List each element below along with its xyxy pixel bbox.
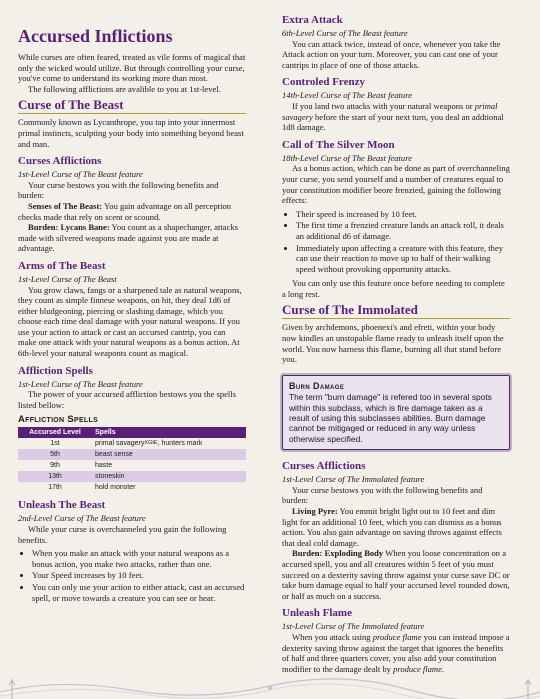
curses-afflictions-heading: Curses Afflictions xyxy=(18,155,102,168)
beast-intro: Commonly known as Lycanthrope, you tap into your innermost primal instincts, sculpting your body into something beyond beast and man. xyxy=(18,117,244,149)
spell-name: beast sense xyxy=(95,451,133,459)
flame-spell-name: produce flame xyxy=(372,632,422,642)
spells-text: The power of your accursed affliction bestows you the spells listed bellow: xyxy=(18,389,236,410)
immolated-intro: Given by archdemons, phoenexi's and efreti, within your body now kindles an unstopable flame ready to unleash itself upon the world. You now harness this flame, burning all that stand before you. xyxy=(282,322,504,365)
spell-name: haste xyxy=(95,462,113,470)
silver-moon-after: You can only use this feature once before needing to complete a long rest. xyxy=(282,278,505,299)
frenzy-spell-name: primal savagery xyxy=(282,100,498,122)
frenzy-text-b: before the start of your next turn, you deal an addtional 1d8 damage. xyxy=(282,111,504,133)
spells-heading: Affliction Spells xyxy=(18,364,93,377)
senses-paragraph xyxy=(18,201,246,222)
frenzy-heading: Controled Frenzy xyxy=(282,76,365,89)
burden-text: You count as a shapechanger, attacks made with silvered weapons made against you are made at advantage. xyxy=(18,222,238,254)
curses-afflictions-2-text: Your curse bestows you with the following benefits and burden: xyxy=(282,484,483,506)
curses-afflictions-2-subtitle: 1st-Level Curse of The Immolated feature xyxy=(282,474,425,485)
burn-damage-note xyxy=(282,375,510,450)
unleash-flame-subtitle: 1st-Level Curse of The Immolated feature xyxy=(282,621,425,632)
table-header-level: Accursed Level xyxy=(18,427,92,438)
list-item: • Their speed is increased by 10 feet. xyxy=(296,209,510,220)
list-item: • When you make an attack with your natural weapons as a bonus action, you make two attacks, rather than one. xyxy=(32,548,246,569)
senses-label: Senses of The Beast: xyxy=(28,200,103,211)
intro-paragraph: While curses are often feared, treated as vile forms of magical that only the wicked would utilize. But through controlling your curse, you've come to understand its working more than most. xyxy=(18,52,246,84)
burden-paragraph xyxy=(18,222,246,254)
list-item: • You can only use your action to either attack, cast an accursed spell, or move towards a creature you can see or hear. xyxy=(32,582,246,603)
burden-label: Burden: Lycans Bane: xyxy=(28,222,110,233)
table-cell-level: 13th xyxy=(18,471,92,482)
curses-afflictions-2-heading: Curses Afflictions xyxy=(282,460,366,473)
exploding-body-paragraph xyxy=(282,548,510,601)
footer-ornament xyxy=(0,668,540,699)
exploding-body-text: When you loose concentration on a accursed spell, you and all creatures within 5 feet of you must succeed on a dexterity saving throw against your curse save DC or take burn damage equal to half your accursed level rounded down, or half as much on a success. xyxy=(282,548,510,601)
frenzy-subtitle: 14th-Level Curse of The Beast feature xyxy=(282,90,413,101)
extra-attack-text: You can attack twice, instead of once, whenever you take the Attack action on your turn. Moreover, you can cast one of your cantrips in place of one of those attacks. xyxy=(282,38,501,70)
extra-attack-heading: Extra Attack xyxy=(282,14,343,26)
table-cell-level: 9th xyxy=(18,460,92,471)
page-title: Accursed Inflictions xyxy=(18,26,173,46)
flame-text-b: you can instead impose a dexterity saving throw against the target that ignores the benefits of half and three quarters cover, you also add your constitution modifier to the damage dealt by xyxy=(282,632,510,674)
list-item: • Your Speed increases by 10 feet. xyxy=(32,570,246,581)
flame-text-c: . xyxy=(441,663,445,674)
flame-spell-name-2: produce flame xyxy=(393,663,442,674)
spell-name: stoneskin xyxy=(95,473,125,481)
table-row xyxy=(18,482,246,493)
living-pyre-paragraph xyxy=(282,506,510,548)
table-cell-spell xyxy=(92,482,246,493)
unleash-heading: Unleash The Beast xyxy=(18,499,106,512)
living-pyre-text: You emmit bright light out to 10 feet and dim light for an additional 10 feet, which you can dismiss as a bonus action. You also gain advantage on saving throws against effects that deal cold damage. xyxy=(282,506,502,548)
left-column xyxy=(18,14,246,607)
spell-source-tag: XGtE xyxy=(144,440,158,447)
frenzy-text xyxy=(282,101,510,133)
table-cell-level: 17th xyxy=(18,482,92,493)
intro-note: The following afflictions are avalible to you at 1st-level. xyxy=(28,83,221,94)
table-row xyxy=(18,471,246,482)
table-row xyxy=(18,449,246,460)
curses-afflictions-subtitle: 1st-Level Curse of The Beast feature xyxy=(18,169,143,180)
flame-text-a: When you attack using xyxy=(292,632,373,642)
senses-text: You gain advantage on all perception checks made that rely on scent or scound. xyxy=(18,200,232,222)
note-text: The term "burn damage" is refered too in several spots within this subclass, which is fire damage taken as a result of using this subclasses abilities. Burn damage cannot be mitigaged or reduced in any way unless otherwise specified. xyxy=(289,392,492,444)
spell-name: hold monster xyxy=(95,484,136,492)
arms-text: You grow claws, fangs or a sharpened tale as natural weapons, they count as simple finnese weapons, on hit, they deal 1d6 of either bludgeoning, piercing or slashing damage, which you choose each time deal damage with your natural weapons. If you use your action to attack or cast an accursed cantrip, you can make one attack with your natural weapons as a bonus action. At 6th-level your natural weaponts count as magical. xyxy=(18,284,242,359)
note-title: Burn Damage xyxy=(289,380,345,391)
table-cell-level: 1st xyxy=(18,438,92,449)
right-column xyxy=(282,14,510,674)
table-cell-spell xyxy=(92,438,246,449)
unleash-text: While your curse is overchanneled you gain the following benefits. xyxy=(18,524,227,545)
unleash-subtitle: 2nd-Level Curse of The Beast feature xyxy=(18,513,146,524)
arms-subtitle: 1st-Level Curse of The Beast xyxy=(18,273,117,284)
spells-table xyxy=(18,427,246,493)
silver-moon-heading: Call of The Silver Moon xyxy=(282,138,395,151)
silver-moon-list xyxy=(282,209,510,275)
table-row xyxy=(18,460,246,471)
curses-afflictions-text: Your curse bestows you with the following benefits and burden: xyxy=(18,179,219,201)
extra-attack-subtitle: 6th-Level Curse of The Beast feature xyxy=(282,28,408,38)
list-item: • The first time a frenzied creature lands an attack roll, it deals an additional d6 of damage. xyxy=(296,220,510,241)
list-item: • Immediately upon affecting a creature with this feature, they can use their reaction to move up to half of their walking speed without provoking opportunity attacks. xyxy=(296,243,510,275)
unleash-flame-heading: Unleash Flame xyxy=(282,607,352,620)
living-pyre-label: Living Pyre: xyxy=(292,506,338,517)
exploding-body-label: Burden: Exploding Body xyxy=(292,548,384,559)
spell-extra: , hunters mark xyxy=(157,440,203,448)
arms-heading: Arms of The Beast xyxy=(18,259,106,272)
table-title: Affliction Spells xyxy=(18,414,99,426)
table-cell-spell xyxy=(92,460,246,471)
table-cell-spell xyxy=(92,471,246,482)
table-row xyxy=(18,438,246,449)
table-cell-level: 5th xyxy=(18,449,92,460)
spells-subtitle: 1st-Level Curse of The Beast feature xyxy=(18,378,143,389)
silver-moon-text: As a bonus action, which can be done as part of overchanneling your curse, you send yourself and a number of creatures equal to your constitution modifier beore frenzied, gaining the following effects: xyxy=(282,163,510,206)
frenzy-text-a: If you land two attacks with your natural weapons or xyxy=(292,100,475,111)
table-cell-spell xyxy=(92,449,246,460)
unleash-list xyxy=(18,548,246,603)
immolated-heading: Curse of The Immolated xyxy=(282,302,510,319)
beast-heading: Curse of The Beast xyxy=(18,97,246,114)
table-header-spells: Spells xyxy=(92,427,246,438)
silver-moon-subtitle: 18th-Level Curse of The Beast feature xyxy=(282,152,413,163)
spell-name: primal savagery xyxy=(95,440,145,448)
